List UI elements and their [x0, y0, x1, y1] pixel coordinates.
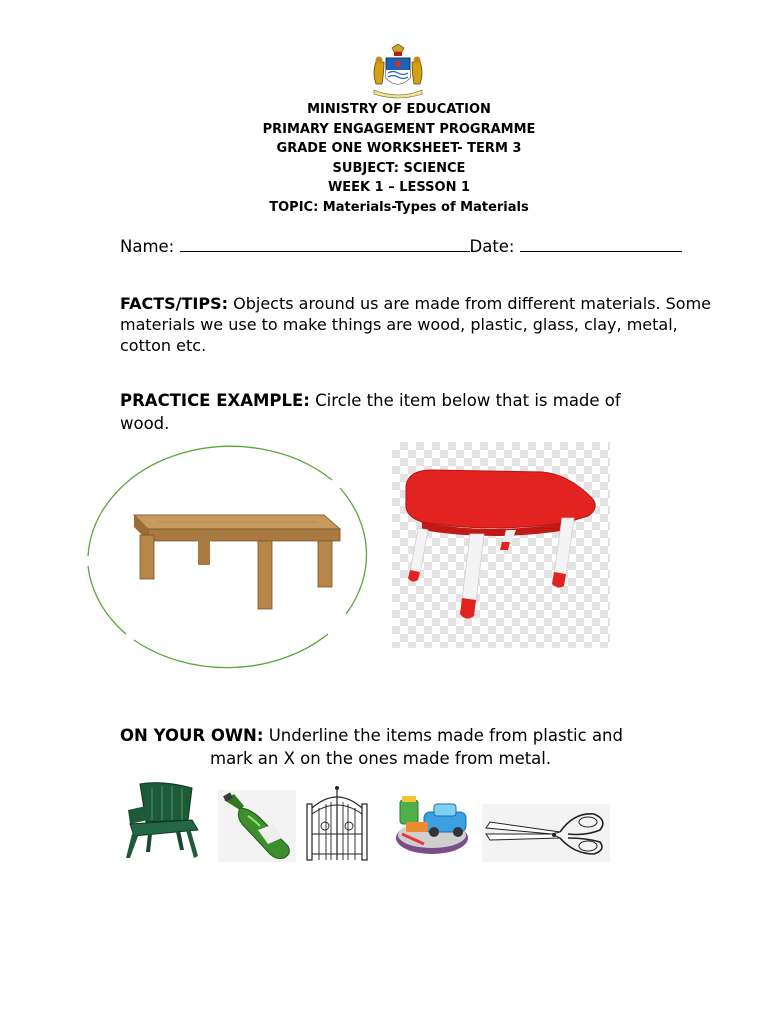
practice-label: PRACTICE EXAMPLE:: [120, 391, 310, 410]
header-ministry: MINISTRY OF EDUCATION: [307, 102, 491, 117]
header-subject: SUBJECT: SCIENCE: [332, 160, 466, 176]
own-label: ON YOUR OWN:: [120, 726, 264, 745]
scissors-picture[interactable]: [482, 804, 610, 862]
plastic-chair-icon[interactable]: [118, 780, 202, 860]
coat-of-arms-icon: [368, 44, 428, 100]
facts-paragraph: [120, 293, 730, 356]
wooden-table-icon[interactable]: [128, 505, 344, 615]
worksheet-header: [0, 100, 768, 217]
header-topic: TOPIC: Materials-Types of Materials: [269, 199, 529, 215]
facts-label: FACTS/TIPS: [120, 294, 222, 313]
header-week: WEEK 1 – LESSON 1: [327, 180, 471, 195]
header-grade: GRADE ONE WORKSHEET- TERM 3: [276, 141, 522, 156]
name-field[interactable]: [180, 237, 470, 252]
name-label: Name:: [120, 237, 175, 256]
plastic-stool-picture[interactable]: [392, 442, 610, 648]
glass-bottle-picture[interactable]: [218, 790, 296, 862]
practice-instruction: [120, 389, 660, 435]
facts-text: Objects around us are made from different materials. Some materials we use to make things are wood, plastic, glass, clay, metal, cotton etc.: [120, 294, 712, 355]
own-line2: mark an X on the ones made from metal.: [210, 749, 552, 768]
name-date-row: [120, 236, 682, 257]
date-label: Date:: [469, 237, 515, 256]
own-line1: Underline the items made from plastic and: [263, 726, 623, 745]
on-your-own-instruction: [120, 724, 680, 770]
glass-bottle-icon: [218, 790, 296, 862]
toy-car-icon[interactable]: [394, 794, 476, 856]
header-programme: PRIMARY ENGAGEMENT PROGRAMME: [262, 121, 536, 137]
scissors-icon: [482, 804, 610, 862]
practice-text: Circle the item below that is made of wood.: [120, 391, 621, 433]
date-field[interactable]: [520, 237, 682, 252]
metal-gate-icon[interactable]: [305, 784, 369, 862]
plastic-stool-icon: [392, 442, 610, 648]
facts-colon: :: [221, 294, 229, 313]
